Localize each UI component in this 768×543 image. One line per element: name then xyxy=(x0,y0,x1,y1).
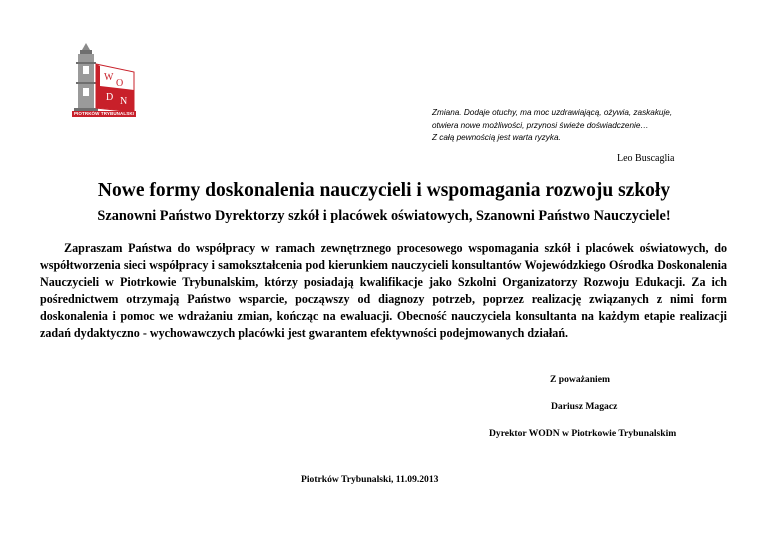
motto-quote xyxy=(432,107,752,145)
book-icon xyxy=(96,64,134,112)
greeting: Szanowni Państwo Dyrektorzy szkół i placówek oświatowych, Szanowni Państwo Nauczyciele! xyxy=(97,208,671,224)
letter-body: Zapraszam Państwa do współpracy w ramach zewnętrznego procesowego wspomagania szkół i placówek oświatowych, do współtworzenia sieci współpracy i samokształcenia pod kierunkiem nauczycieli konsultantów Wojewódzkiego Ośrodka Doskonalenia Nauczycieli w Piotrkowie Trybunalskim, którzy posiadają kwalifikacje jako Szkolni Organizatorzy Rozwoju Edukacji. Za ich pośrednictwem otrzymają Państwo wsparcie, począwszy od diagnozy potrzeb, poprzez realizację związanych z nimi form doskonalenia i pomoc we wdrażaniu zmian, kończąc na ewaluacji. Obecność nauczyciela konsultanta na każdym etapie realizacji zadań dydaktyczno - wychowawczych placówki jest gwarantem efektywności podejmowanych działań. xyxy=(40,241,727,341)
logo-letter-w: W xyxy=(104,72,114,83)
logo-caption: PIOTRKÓW TRYBUNALSKI xyxy=(73,111,135,116)
document-title: Nowe formy doskonalenia nauczycieli i wspomagania rozwoju szkoły xyxy=(97,180,671,201)
quote-line: Zmiana. Dodaje otuchy, ma moc uzdrawiającą, ożywia, zaskakuje, xyxy=(432,108,673,117)
closing: Z poważaniem xyxy=(550,374,610,385)
signatory-name: Dariusz Magacz xyxy=(551,401,618,412)
quote-line: otwiera nowe możliwości, przynosi świeże doświadczenie… xyxy=(432,120,649,130)
logo-letter-o: O xyxy=(116,78,124,89)
logo-letter-d: D xyxy=(106,92,114,103)
logo-letter-n: N xyxy=(120,96,128,107)
tower-icon xyxy=(74,43,98,112)
wodn-logo xyxy=(70,42,142,120)
signatory-position: Dyrektor WODN w Piotrkowie Trybunalskim xyxy=(489,428,677,439)
quote-author: Leo Buscaglia xyxy=(617,153,675,164)
quote-line: Z całą pewnością jest warta ryzyka. xyxy=(432,133,561,143)
place-date: Piotrków Trybunalski, 11.09.2013 xyxy=(301,474,439,485)
